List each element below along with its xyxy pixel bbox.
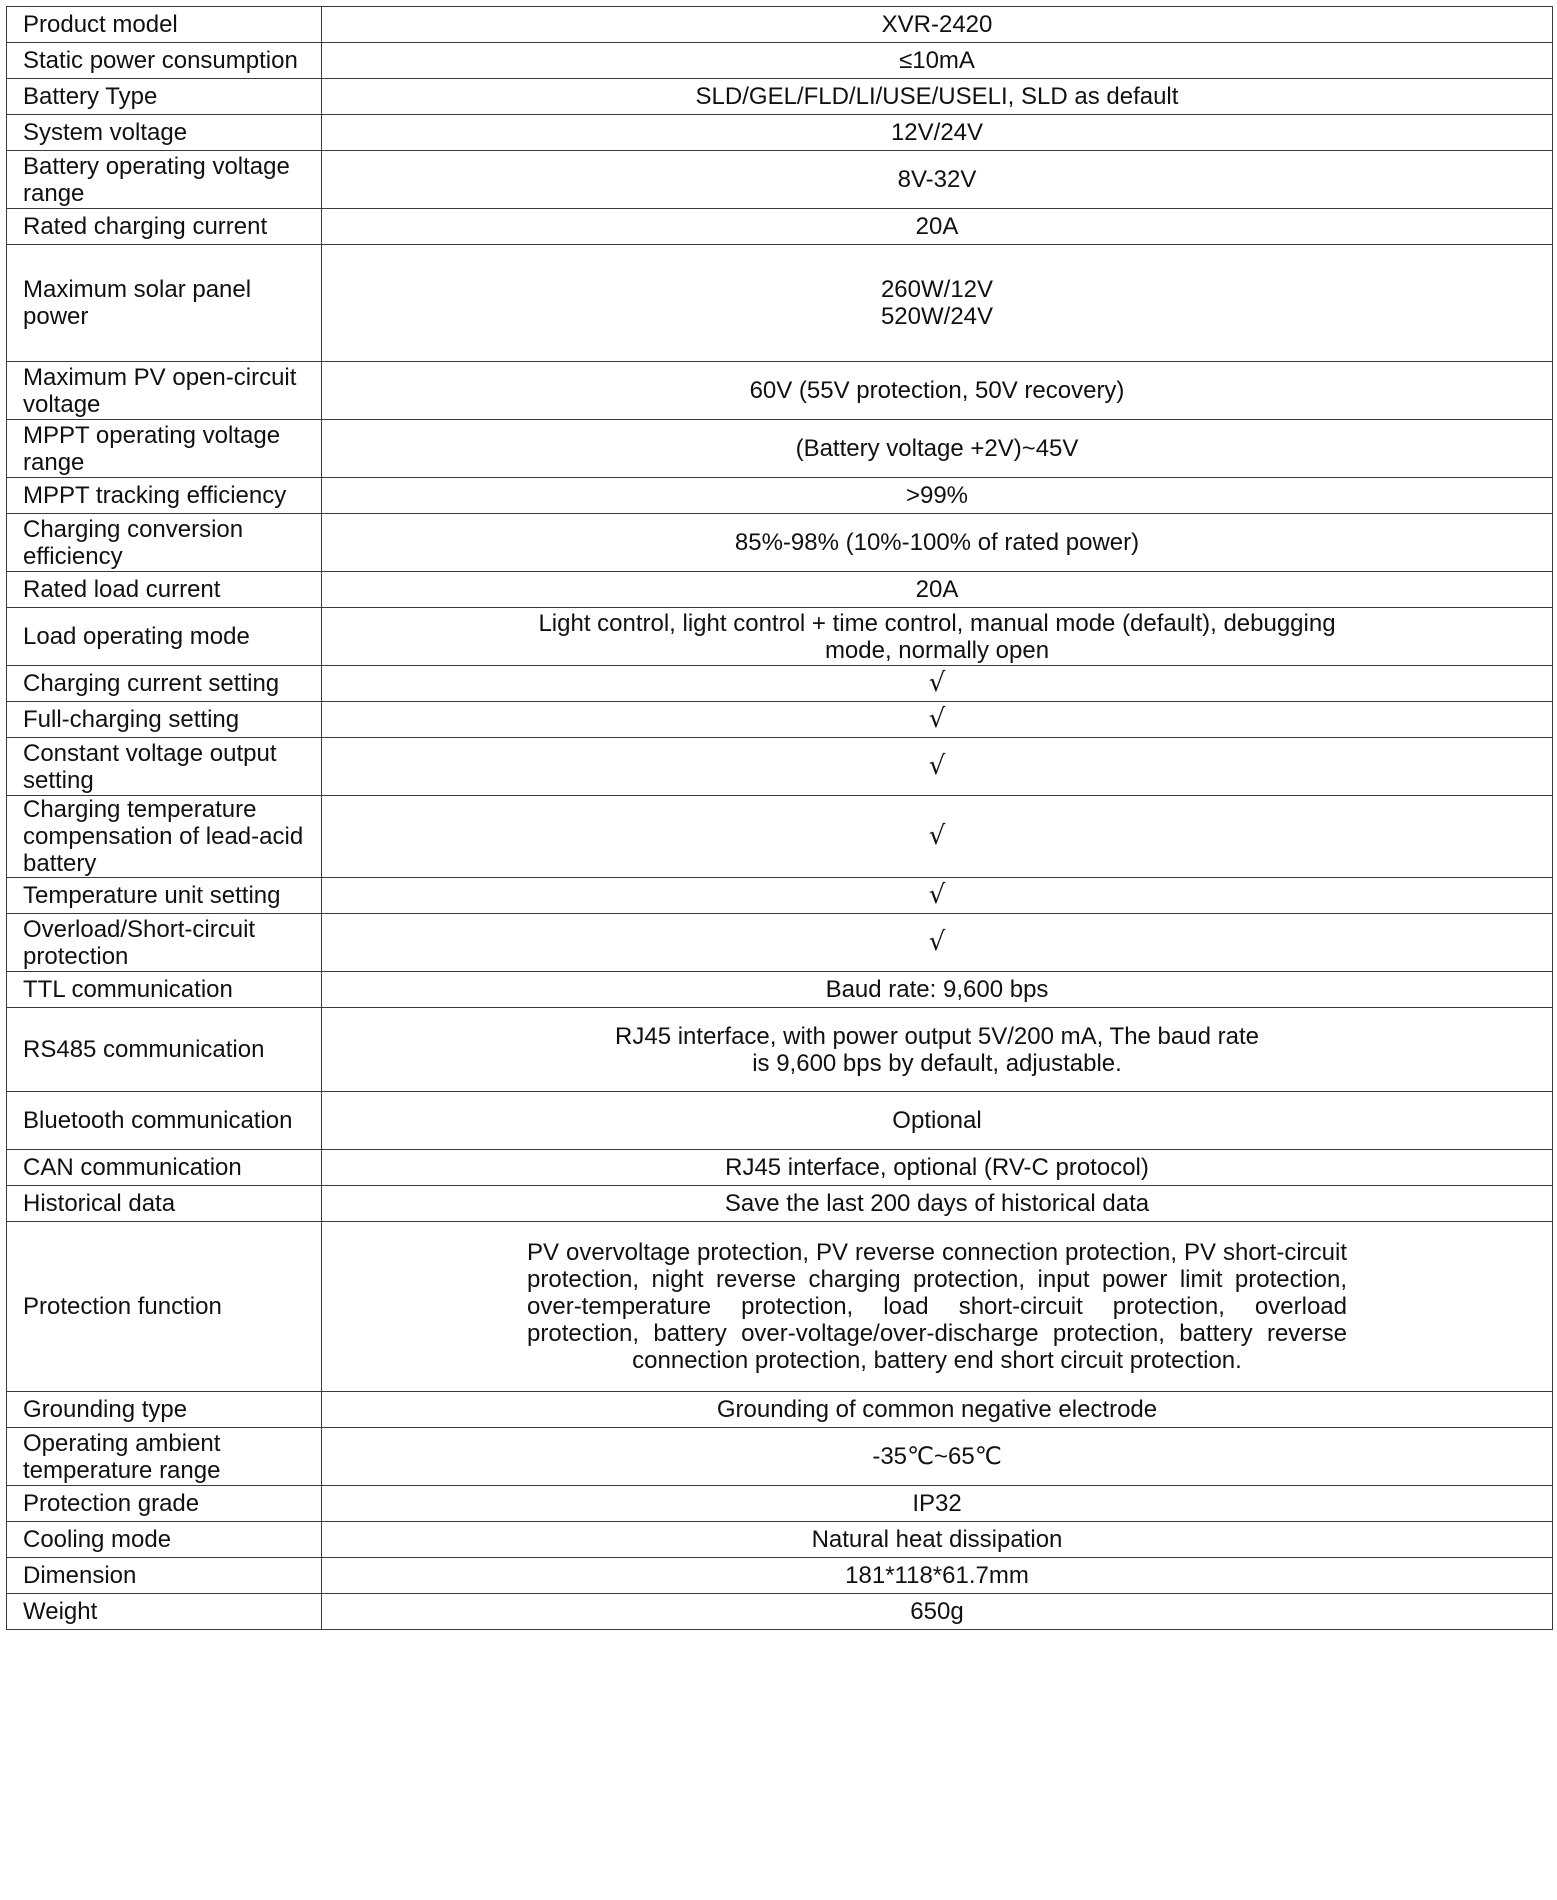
table-row [7, 572, 1553, 608]
row-label: MPPT tracking efficiency [7, 478, 322, 514]
row-label: TTL communication [7, 972, 322, 1008]
row-label: Weight [7, 1594, 322, 1630]
table-row [7, 1392, 1553, 1428]
table-row [7, 796, 1553, 878]
row-value [322, 209, 1553, 245]
value-text: Light control, light control + time control, manual mode (default), debugging mode, normally open [538, 609, 1336, 664]
value-text: 650g [910, 1598, 964, 1625]
row-label: Grounding type [7, 1392, 322, 1428]
table-row [7, 1150, 1553, 1186]
value-text: 260W/12V 520W/24V [880, 276, 994, 330]
row-value [322, 666, 1553, 702]
value-text: Save the last 200 days of historical data [724, 1190, 1150, 1217]
table-row [7, 1186, 1553, 1222]
row-label: Historical data [7, 1186, 322, 1222]
row-label: Product model [7, 7, 322, 43]
row-value [322, 79, 1553, 115]
table-row [7, 878, 1553, 914]
row-value [322, 572, 1553, 608]
row-label: MPPT operating voltage range [7, 420, 322, 478]
value-text: IP32 [912, 1490, 962, 1517]
value-text: RJ45 interface, optional (RV-C protocol) [725, 1154, 1149, 1181]
row-label: RS485 communication [7, 1008, 322, 1092]
row-value [322, 738, 1553, 796]
row-label: Protection function [7, 1222, 322, 1392]
table-row [7, 738, 1553, 796]
value-text: Baud rate: 9,600 bps [825, 976, 1049, 1003]
row-value [322, 1522, 1553, 1558]
row-label: Operating ambient temperature range [7, 1428, 322, 1486]
value-text: RJ45 interface, with power output 5V/200 mA, The baud rate is 9,600 bps by default, adjustable. [615, 1022, 1259, 1077]
spec-table [6, 6, 1553, 1630]
row-value [322, 478, 1553, 514]
value-text: Natural heat dissipation [811, 1526, 1063, 1553]
table-row [7, 608, 1553, 666]
row-value [322, 796, 1553, 878]
value-text: >99% [905, 482, 969, 509]
value-text: 85%-98% (10%-100% of rated power) [734, 529, 1140, 556]
table-row [7, 43, 1553, 79]
table-row [7, 245, 1553, 362]
row-label: System voltage [7, 115, 322, 151]
value-text: Optional [892, 1107, 982, 1134]
row-value [322, 1428, 1553, 1486]
value-text: 12V/24V [890, 119, 984, 146]
row-value [322, 878, 1553, 914]
table-row [7, 1222, 1553, 1392]
row-value [322, 1186, 1553, 1222]
table-row [7, 362, 1553, 420]
row-label: Dimension [7, 1558, 322, 1594]
row-label: Load operating mode [7, 608, 322, 666]
table-row [7, 79, 1553, 115]
row-label: Overload/Short-circuit protection [7, 914, 322, 972]
table-row [7, 478, 1553, 514]
row-label: CAN communication [7, 1150, 322, 1186]
row-label: Maximum solar panel power [7, 245, 322, 362]
row-value [322, 420, 1553, 478]
row-value [322, 1392, 1553, 1428]
row-value [322, 1558, 1553, 1594]
row-label: Temperature unit setting [7, 878, 322, 914]
value-text: -35℃~65℃ [872, 1443, 1002, 1470]
table-row [7, 1428, 1553, 1486]
row-value [322, 1594, 1553, 1630]
value-text: SLD/GEL/FLD/LI/USE/USELI, SLD as default [695, 83, 1179, 110]
row-value [322, 914, 1553, 972]
table-row [7, 1522, 1553, 1558]
value-text: ≤10mA [899, 47, 975, 74]
value-text: 181*118*61.7mm [845, 1562, 1029, 1589]
row-label: Static power consumption [7, 43, 322, 79]
row-label: Battery Type [7, 79, 322, 115]
checkmark-icon: √ [928, 821, 946, 851]
value-text: 20A [915, 213, 959, 240]
row-label: Charging temperature compensation of lead-acid battery [7, 796, 322, 878]
row-value [322, 608, 1553, 666]
value-text: 60V (55V protection, 50V recovery) [749, 377, 1125, 404]
row-value [322, 1092, 1553, 1150]
table-row [7, 1092, 1553, 1150]
row-value [322, 702, 1553, 738]
row-label: Full-charging setting [7, 702, 322, 738]
value-text: 8V-32V [897, 166, 977, 193]
value-text: XVR-2420 [881, 11, 993, 38]
row-label: Maximum PV open-circuit voltage [7, 362, 322, 420]
row-label: Constant voltage output setting [7, 738, 322, 796]
table-row [7, 666, 1553, 702]
checkmark-icon: √ [928, 668, 946, 698]
row-value [322, 115, 1553, 151]
table-row [7, 7, 1553, 43]
row-label: Cooling mode [7, 1522, 322, 1558]
row-value [322, 1222, 1553, 1392]
row-value [322, 245, 1553, 362]
row-value [322, 7, 1553, 43]
value-text: PV overvoltage protection, PV reverse connection protection, PV short-circuit protection, night reverse charging protection, input power limit protection, over-temperature protection, load short-circuit protection, overload protection, battery over-voltage/over-discharge protection, battery reverse connection protection, battery end short circuit protection. [527, 1239, 1347, 1374]
row-value [322, 43, 1553, 79]
table-row [7, 702, 1553, 738]
table-row [7, 1486, 1553, 1522]
row-value [322, 514, 1553, 572]
value-text: (Battery voltage +2V)~45V [795, 435, 1079, 462]
row-value [322, 972, 1553, 1008]
value-text: 20A [915, 576, 959, 603]
table-row [7, 151, 1553, 209]
row-value [322, 362, 1553, 420]
row-value [322, 1150, 1553, 1186]
table-row [7, 420, 1553, 478]
value-text: Grounding of common negative electrode [716, 1396, 1158, 1423]
row-label: Protection grade [7, 1486, 322, 1522]
row-value [322, 1486, 1553, 1522]
checkmark-icon: √ [928, 704, 946, 734]
row-label: Rated charging current [7, 209, 322, 245]
table-row [7, 1594, 1553, 1630]
checkmark-icon: √ [928, 880, 946, 910]
row-label: Bluetooth communication [7, 1092, 322, 1150]
checkmark-icon: √ [928, 927, 946, 957]
table-row [7, 972, 1553, 1008]
table-row [7, 1558, 1553, 1594]
table-row [7, 914, 1553, 972]
table-row [7, 115, 1553, 151]
checkmark-icon: √ [928, 751, 946, 781]
row-value [322, 151, 1553, 209]
row-label: Battery operating voltage range [7, 151, 322, 209]
table-row [7, 514, 1553, 572]
row-label: Charging conversion efficiency [7, 514, 322, 572]
row-label: Rated load current [7, 572, 322, 608]
row-value [322, 1008, 1553, 1092]
table-row [7, 1008, 1553, 1092]
row-label: Charging current setting [7, 666, 322, 702]
table-row [7, 209, 1553, 245]
